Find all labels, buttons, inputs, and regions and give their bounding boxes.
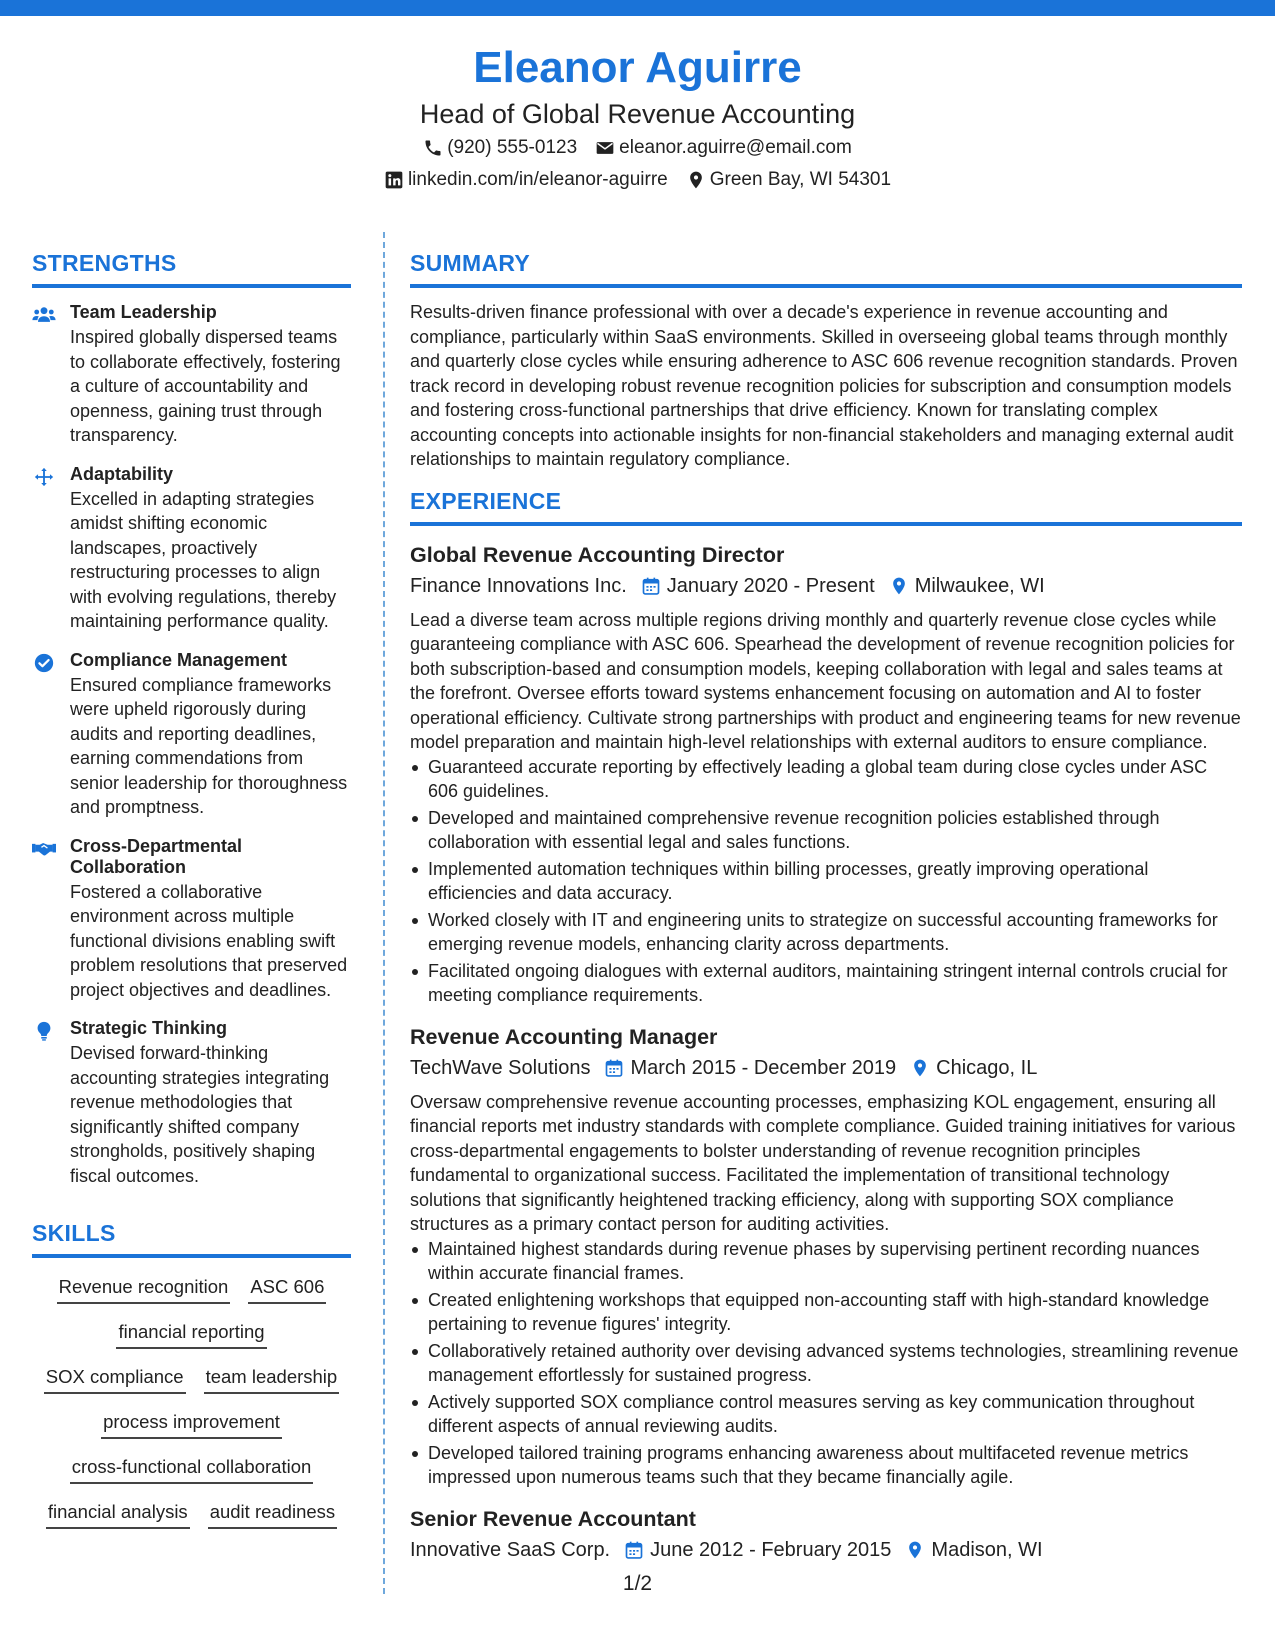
calendar-icon bbox=[624, 1539, 644, 1561]
experience-heading: EXPERIENCE bbox=[410, 486, 1242, 526]
job-title: Revenue Accounting Manager bbox=[410, 1024, 718, 1049]
company-name: Innovative SaaS Corp. bbox=[410, 1538, 611, 1561]
column-divider bbox=[383, 232, 385, 1594]
email-text: eleanor.aguirre@email.com bbox=[619, 137, 852, 158]
job-company bbox=[410, 570, 627, 602]
job-bullet: Worked closely with IT and engineering units to strategize on successful accounting frameworks for emerging revenue models, enhancing clarity across departments. bbox=[428, 908, 1242, 957]
summary-heading: SUMMARY bbox=[410, 248, 1242, 288]
lightbulb-icon bbox=[32, 1020, 56, 1042]
date-range: June 2012 - February 2015 bbox=[650, 1538, 892, 1561]
page-number: 1/2 bbox=[622, 1572, 653, 1595]
strength-title: Compliance Management bbox=[70, 649, 288, 670]
date-range: January 2020 - Present bbox=[666, 574, 875, 597]
location-name: Milwaukee, WI bbox=[914, 574, 1045, 597]
job-dates bbox=[641, 570, 875, 602]
strength-item bbox=[32, 302, 351, 448]
phone-text: (920) 555-0123 bbox=[447, 137, 578, 158]
handshake-icon bbox=[32, 838, 56, 860]
right-column bbox=[410, 248, 1242, 1580]
job-entry bbox=[410, 1022, 1242, 1490]
linkedin-icon bbox=[384, 170, 404, 190]
job-company bbox=[410, 1052, 590, 1084]
job-title: Senior Revenue Accountant bbox=[410, 1506, 696, 1531]
strength-item bbox=[32, 650, 351, 820]
job-entry bbox=[410, 540, 1242, 1008]
strength-item bbox=[32, 836, 351, 1003]
job-bullets bbox=[410, 755, 1242, 1008]
envelope-icon bbox=[595, 138, 615, 158]
skill-tag: SOX compliance bbox=[44, 1364, 186, 1394]
skill-tag: financial analysis bbox=[46, 1499, 190, 1529]
skills-heading: SKILLS bbox=[32, 1218, 351, 1258]
skills-list bbox=[32, 1274, 351, 1544]
skill-row bbox=[32, 1454, 351, 1499]
strength-desc: Devised forward-thinking accounting strategies integrating revenue methodologies that significantly shifted company strongholds, positively shaping fiscal outcomes. bbox=[70, 1043, 330, 1186]
location-text: Green Bay, WI 54301 bbox=[709, 169, 892, 190]
job-location bbox=[889, 570, 1045, 602]
skill-row bbox=[32, 1319, 351, 1364]
job-company bbox=[410, 1534, 610, 1566]
users-icon bbox=[32, 304, 56, 326]
skill-row bbox=[32, 1274, 351, 1319]
job-location bbox=[905, 1534, 1042, 1566]
candidate-title: Head of Global Revenue Accounting bbox=[419, 99, 856, 129]
strength-desc: Ensured compliance frameworks were upheld rigorously during audits and reporting deadlines, earning commendations from senior leadership for thoroughness and promptness. bbox=[70, 674, 348, 817]
date-range: March 2015 - December 2019 bbox=[630, 1056, 897, 1079]
left-column bbox=[32, 248, 351, 1544]
job-meta bbox=[410, 1052, 1242, 1084]
map-pin-icon bbox=[905, 1539, 925, 1561]
company-name: TechWave Solutions bbox=[410, 1056, 591, 1079]
strength-item bbox=[32, 1018, 351, 1188]
strength-title: Strategic Thinking bbox=[70, 1018, 228, 1038]
location-name: Madison, WI bbox=[931, 1538, 1043, 1561]
job-title: Global Revenue Accounting Director bbox=[410, 542, 785, 567]
calendar-icon bbox=[641, 575, 661, 597]
job-bullet: Maintained highest standards during revenue phases by supervising pertinent recording nuances within accurate financial frames. bbox=[428, 1237, 1242, 1286]
contact-phone bbox=[423, 132, 577, 164]
map-pin-icon bbox=[889, 575, 909, 597]
strength-title: Adaptability bbox=[70, 463, 174, 484]
linkedin-text: linkedin.com/in/eleanor-aguirre bbox=[407, 169, 668, 190]
strength-desc: Excelled in adapting strategies amidst shifting economic landscapes, proactively restructuring processes to align with evolving regulations, thereby maintaining performance quality. bbox=[70, 488, 337, 631]
contact-email[interactable] bbox=[595, 132, 852, 164]
location-name: Chicago, IL bbox=[936, 1056, 1038, 1079]
job-description: Oversaw comprehensive revenue accounting processes, emphasizing KOL engagement, ensuring all financial reports met industry standards with complete compliance. Guided training initiatives for various cross-departmental engagements to bolster understanding of revenue recognition principles fundamental to organizational success. Facilitated the implementation of transitional technology solutions that significantly heightened tracking efficiency, along with supporting SOX compliance structures as a primary contact person for auditing activities. bbox=[410, 1091, 1236, 1234]
top-accent-bar bbox=[0, 0, 1275, 16]
strength-title: Cross-Departmental Collaboration bbox=[70, 835, 243, 877]
job-bullet: Developed and maintained comprehensive revenue recognition policies established through collaboration with essential legal and sales functions. bbox=[428, 806, 1242, 855]
strength-desc: Fostered a collaborative environment across multiple functional divisions enabling swift problem resolutions that preserved project objectives and deadlines. bbox=[70, 881, 348, 1000]
strength-item bbox=[32, 464, 351, 634]
job-entry bbox=[410, 1504, 1242, 1566]
map-pin-icon bbox=[686, 170, 706, 190]
skill-row bbox=[32, 1364, 351, 1409]
strengths-heading: STRENGTHS bbox=[32, 248, 351, 288]
map-pin-icon bbox=[910, 1057, 930, 1079]
job-bullet: Guaranteed accurate reporting by effectively leading a global team during close cycles under ASC 606 guidelines. bbox=[428, 755, 1242, 804]
job-dates bbox=[604, 1052, 896, 1084]
skill-tag: ASC 606 bbox=[248, 1274, 326, 1304]
job-bullets bbox=[410, 1237, 1242, 1490]
contact-row-2 bbox=[0, 164, 1275, 196]
job-dates bbox=[624, 1534, 891, 1566]
check-circle-icon bbox=[32, 652, 56, 674]
job-description: Lead a diverse team across multiple regions driving monthly and quarterly revenue close cycles while guaranteeing compliance with ASC 606. Spearhead the development of revenue recognition policies for both subscription-based and consumption models, keeping collaboration with legal and sales teams at the forefront. Oversee efforts toward systems enhancement focusing on automation and AI to foster operational efficiency. Cultivate strong partnerships with product and engineering teams for new revenue model preparation and maintain high-level relationships with external auditors to ensure compliance. bbox=[410, 609, 1241, 752]
skill-tag: Revenue recognition bbox=[57, 1274, 231, 1304]
candidate-name: Eleanor Aguirre bbox=[473, 43, 802, 92]
resume-header bbox=[0, 40, 1275, 196]
contact-row-1 bbox=[0, 132, 1275, 164]
skill-tag: cross-functional collaboration bbox=[70, 1454, 314, 1484]
job-bullet: Actively supported SOX compliance control measures serving as key communication throughout different aspects of annual reviewing audits. bbox=[428, 1390, 1242, 1439]
job-bullet: Created enlightening workshops that equipped non-accounting staff with high-standard knowledge pertaining to revenue figures' integrity. bbox=[428, 1288, 1242, 1337]
company-name: Finance Innovations Inc. bbox=[410, 574, 627, 597]
job-meta bbox=[410, 1534, 1242, 1566]
strength-desc: Inspired globally dispersed teams to collaborate effectively, fostering a culture of accountability and openness, gaining trust through transparency. bbox=[70, 327, 341, 445]
skill-tag: audit readiness bbox=[208, 1499, 337, 1529]
job-bullet: Collaboratively retained authority over devising advanced systems technologies, streamlining revenue management effortlessly for sustained progress. bbox=[428, 1339, 1242, 1388]
contact-linkedin[interactable] bbox=[384, 164, 668, 196]
arrows-move-icon bbox=[32, 466, 56, 488]
job-meta bbox=[410, 570, 1242, 602]
job-bullet: Developed tailored training programs enhancing awareness about multifaceted revenue metrics impressed upon numerous teams such that they became financially agile. bbox=[428, 1441, 1242, 1490]
skill-tag: process improvement bbox=[101, 1409, 282, 1439]
skill-tag: team leadership bbox=[204, 1364, 340, 1394]
job-bullet: Facilitated ongoing dialogues with external auditors, maintaining stringent internal controls crucial for meeting compliance requirements. bbox=[428, 959, 1242, 1008]
phone-icon bbox=[423, 138, 443, 158]
skill-tag: financial reporting bbox=[116, 1319, 266, 1349]
skill-row bbox=[32, 1409, 351, 1454]
contact-location bbox=[686, 164, 891, 196]
job-bullet: Implemented automation techniques within billing processes, greatly improving operational efficiencies and data accuracy. bbox=[428, 857, 1242, 906]
calendar-icon bbox=[604, 1057, 624, 1079]
job-location bbox=[910, 1052, 1037, 1084]
strength-title: Team Leadership bbox=[70, 302, 217, 322]
skill-row bbox=[32, 1499, 351, 1544]
summary-text: Results-driven finance professional with over a decade's experience in revenue accounting and compliance, particularly within SaaS environments. Skilled in overseeing global teams through monthly and quarterly close cycles while ensuring adherence to ASC 606 revenue recognition standards. Proven track record in developing robust revenue recognition policies for subscription and consumption models and fostering cross-functional partnerships that drive efficiency. Known for translating complex accounting concepts into actionable insights for non-financial stakeholders and managing external audit relationships to maintain regulatory compliance. bbox=[410, 302, 1238, 469]
